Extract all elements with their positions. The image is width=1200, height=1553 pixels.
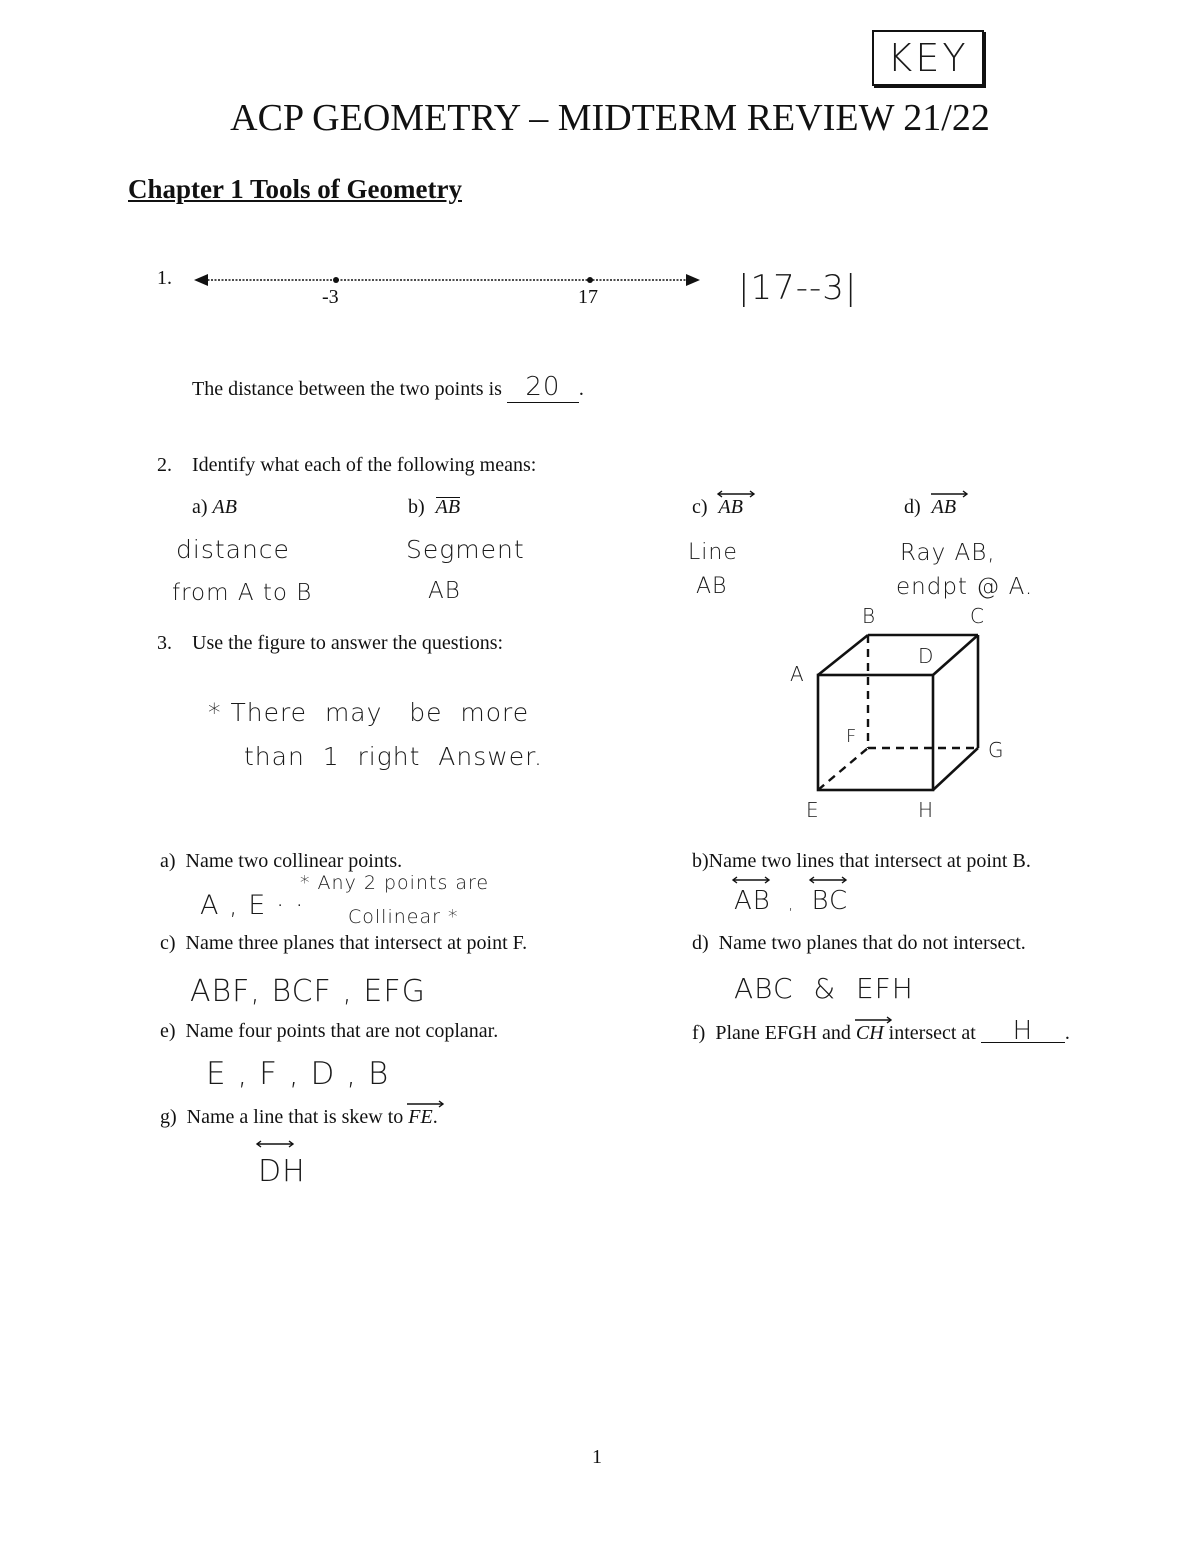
q3c-letter: c) — [160, 932, 176, 954]
figure-label-H: H — [918, 798, 935, 822]
q3b-letter: b) — [692, 850, 709, 872]
q3g-text: Name a line that is skew to — [186, 1106, 404, 1128]
double-arrow-icon — [731, 876, 771, 884]
q2d-notation: AB — [931, 496, 957, 518]
q3b-line-BC — [811, 886, 848, 916]
q3b-text: Name two lines that intersect at point B. — [708, 850, 1031, 872]
q2c-item — [692, 496, 743, 519]
edge-DC — [933, 635, 978, 675]
edge-AB — [818, 635, 868, 675]
point-label-neg3: -3 — [322, 286, 339, 308]
figure-label-C: C — [970, 604, 985, 628]
q2c-letter: c) — [692, 496, 708, 518]
figure-label-G: G — [988, 738, 1005, 762]
q3a-note-line1: * Any 2 points are — [300, 872, 490, 894]
q2-number: 2. — [157, 454, 172, 476]
ray-arrow-icon — [853, 1016, 893, 1024]
q3-prompt: Use the figure to answer the questions: — [192, 632, 504, 654]
key-label: KEY — [887, 36, 969, 80]
q3g-end: . — [432, 1106, 438, 1128]
q3a-note-line2: Collinear * — [348, 906, 459, 928]
q1-number: 1. — [157, 267, 172, 289]
q3a-answer: A , E · · — [200, 890, 305, 921]
q3e-text: Name four points that are not coplanar. — [185, 1020, 499, 1042]
q2d-answer-line1: Ray AB, — [900, 540, 996, 566]
double-arrow-icon — [808, 876, 848, 884]
q3g-answer — [258, 1154, 306, 1189]
point-17 — [587, 277, 593, 283]
q2d-item — [904, 496, 956, 519]
q3a-letter: a) — [160, 850, 176, 872]
q2d-answer-line2: endpt @ A. — [896, 574, 1034, 600]
q2a-answer-line1: distance — [176, 535, 290, 564]
q2c-answer-line1: Line — [688, 540, 738, 565]
q3g-notation: FE — [408, 1106, 433, 1128]
q3b-answer1: AB — [734, 886, 771, 916]
q2b-letter: b) — [408, 496, 425, 518]
q3c-text: Name three planes that intersect at point F. — [185, 932, 528, 954]
q3f-answer-blank — [981, 1016, 1065, 1046]
q3-number: 3. — [157, 632, 172, 654]
q3b-answer — [734, 886, 848, 916]
q3d-letter: d) — [692, 932, 709, 954]
q2c-notation: AB — [718, 496, 743, 518]
q2c-answer-line2: AB — [696, 574, 728, 599]
q1-statement — [192, 372, 584, 403]
q1-prompt: The distance between the two points is — [192, 378, 502, 400]
figure-label-E: E — [806, 798, 820, 822]
q3b-sep: , — [788, 894, 795, 913]
double-arrow-icon — [255, 1140, 295, 1148]
q3a-question — [160, 850, 402, 873]
q3g-ray-FE — [408, 1106, 432, 1129]
q1-answer-blank — [507, 372, 579, 403]
q3c-question — [160, 932, 527, 955]
q3b-line-AB — [734, 886, 771, 916]
q3g-answer-text: DH — [258, 1154, 306, 1189]
q2a-letter: a) — [192, 496, 208, 518]
q3b-question — [692, 850, 1031, 873]
number-line — [190, 268, 710, 298]
q3-note-line1: * There may be more — [208, 698, 530, 727]
q3d-question — [692, 932, 1026, 955]
number-line-right-arrow — [686, 274, 700, 286]
q3f-letter: f) — [692, 1022, 706, 1044]
figure-label-F: F — [846, 726, 858, 747]
q3e-question — [160, 1020, 498, 1043]
q2b-answer-line2: AB — [428, 578, 461, 604]
cube-front-face — [818, 675, 933, 790]
page-title: ACP GEOMETRY – MIDTERM REVIEW 21/22 — [230, 97, 990, 139]
q3f-question — [692, 1016, 1070, 1046]
q3f-notation: CH — [855, 1022, 884, 1044]
q2a-notation: AB — [212, 496, 237, 518]
q1-end: . — [578, 378, 584, 400]
q2-prompt: Identify what each of the following means: — [192, 454, 537, 476]
q2a-item — [192, 496, 237, 519]
q3-note-line2: than 1 right Answer. — [244, 742, 544, 771]
chapter-heading: Chapter 1 Tools of Geometry — [128, 174, 462, 204]
q2b-answer-line1: Segment — [406, 535, 525, 564]
q3d-text: Name two planes that do not intersect. — [718, 932, 1026, 954]
point-neg3 — [333, 277, 339, 283]
q3g-line-DH — [258, 1154, 306, 1189]
q2b-notation: AB — [435, 496, 461, 518]
figure-label-D: D — [918, 644, 935, 668]
q3f-end: . — [1064, 1022, 1070, 1044]
q3b-answer2: BC — [811, 886, 849, 916]
q3f-text-before: Plane EFGH and — [715, 1022, 851, 1044]
ray-arrow-icon — [405, 1100, 445, 1108]
q3e-letter: e) — [160, 1020, 176, 1042]
edge-HG — [933, 748, 978, 790]
hidden-edge-EF — [818, 748, 868, 790]
number-line-left-arrow — [194, 274, 208, 286]
q3g-letter: g) — [160, 1106, 177, 1128]
key-stamp — [872, 30, 984, 86]
q1-answer: 20 — [525, 372, 561, 402]
q3f-answer: H — [1012, 1016, 1034, 1046]
ray-arrow-icon — [929, 490, 969, 498]
q3e-answer: E , F , D , B — [206, 1056, 390, 1092]
q2a-answer-line2: from A to B — [172, 580, 313, 606]
q3f-text-after: intersect at — [888, 1022, 976, 1044]
q3a-text: Name two collinear points. — [185, 850, 403, 872]
point-label-17: 17 — [578, 286, 598, 308]
q2c-notation-line — [719, 496, 743, 519]
figure-label-A: A — [790, 662, 805, 686]
q3d-answer: ABC & EFH — [734, 972, 914, 1005]
q3g-question — [160, 1106, 438, 1129]
figure-label-B: B — [862, 604, 877, 628]
page-number: 1 — [592, 1446, 602, 1468]
q3c-answer: ABF, BCF , EFG — [190, 974, 426, 1009]
q2d-notation-ray — [932, 496, 956, 519]
q1-work: |17--3| — [738, 268, 858, 308]
q2b-notation-segment — [436, 496, 460, 519]
double-arrow-icon — [716, 490, 756, 498]
q2b-item — [408, 496, 460, 519]
q3f-ray-CH — [856, 1022, 884, 1045]
q2d-letter: d) — [904, 496, 921, 518]
